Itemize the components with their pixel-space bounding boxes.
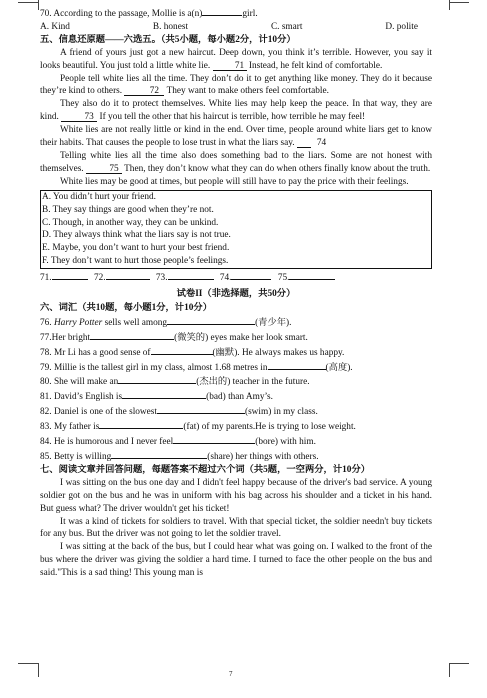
vocab-item-82: 82. Daniel is one of the slowest (swim) in my class. (40, 404, 432, 419)
vocab-item-76: 76. Harry Potter sells well among (青少年). (40, 315, 432, 330)
vocab-item-83: 83. My father is (fat) of my parents.He is trying to lose weight. (40, 419, 432, 434)
answer-box-75[interactable] (289, 270, 335, 280)
option-b: B. They say things are good when they’re not. (42, 204, 214, 215)
option-f: F. They don’t want to hurt those people’s feelings. (42, 256, 229, 267)
crop-mark-bottom-left-h (18, 663, 38, 664)
crop-mark-bottom-right-v (449, 663, 450, 677)
answer-blank[interactable] (90, 330, 174, 340)
option-b[interactable]: B. honest (152, 21, 189, 32)
crop-mark-bottom-left-v (38, 663, 39, 677)
section-6-heading: 六、词汇（共10题，每小题1分，计10分） (40, 302, 212, 313)
answer-blank[interactable] (173, 434, 255, 444)
answer-row: 71. 72. 73. 74. 75. (40, 270, 432, 285)
passage-paragraph: They also do it to protect themselves. White lies may help keep the peace. In that way, they are kind. 73 If you tell the other that his haircut is terrible, how terrible he may feel! (40, 99, 432, 123)
option-e: E. Maybe, you don’t want to hurt your best friend. (42, 243, 230, 254)
question-70-stem: 70. According to the passage, Mollie is a(n) (40, 9, 203, 19)
vocab-item-81: 81. David’s English is (bad) than Amy’s. (40, 389, 432, 404)
vocab-item-79: 79. Millie is the tallest girl in my class, almost 1.68 metres in (高度). (40, 360, 432, 375)
answer-blank-75[interactable]: 75 (86, 164, 122, 174)
vocab-item-78: 78. Mr Li has a good sense of (幽默). He always makes us happy. (40, 345, 432, 360)
question-70-stem-end: girl. (242, 9, 258, 19)
passage-paragraph: People tell white lies all the time. They don’t do it to get anything like money. They do it because they’re kind to others. 72 They want to make others feel comfortable. (40, 73, 432, 97)
reading-paragraph: I was sitting on the bus one day and I didn't feel happy because of the driver's bad service. A young soldier got on the bus and he was in uniform with his bag across his shoulder and a ticket in his hand. But guess what? The driver wouldn't get his ticket! (40, 477, 432, 514)
answer-blank-71[interactable]: 71 (213, 61, 247, 71)
passage-paragraph: White lies may be good at times, but people will still have to pay the price with their feelings. (60, 176, 409, 187)
answer-blank[interactable] (122, 389, 206, 399)
passage-paragraph: A friend of yours just got a new haircut. Deep down, you think it’s terrible. However, you say it looks beautiful. You just told a little white lie. 71 Instead, he felt kind of comfortable. (40, 47, 432, 71)
option-d: D. They always think what the liars say is not true. (42, 230, 231, 241)
option-a[interactable]: A. Kind (40, 21, 70, 32)
vocab-item-80: 80. She will make an (杰出的) teacher in the future. (40, 374, 432, 389)
crop-mark-bottom-right-h (449, 663, 469, 664)
question-70-options (40, 21, 432, 34)
crop-mark-top-right-h (449, 2, 469, 3)
passage-paragraph: White lies are not really little or kind in the end. Over time, people around white liars get to know their habits. That causes the people to lose trust in what the liars say. 74 (40, 125, 432, 149)
answer-blank[interactable] (151, 345, 213, 355)
section-7-heading: 七、阅读文章并回答问题，每题答案不超过六个词（共5题，一空两分，计10分） (40, 464, 371, 475)
answer-blank[interactable] (202, 6, 242, 16)
crop-mark-top-left-h (18, 2, 38, 3)
options-box (40, 190, 432, 269)
question-70 (40, 6, 432, 21)
answer-box-74[interactable] (231, 270, 271, 280)
vocab-item-77: 77.Her bright (微笑的) eyes make her look smart. (40, 330, 432, 345)
page-number: 7 (229, 670, 233, 678)
crop-mark-top-left-v (38, 0, 39, 10)
answer-blank-73[interactable]: 73 (61, 112, 97, 122)
answer-blank[interactable] (99, 419, 183, 429)
option-d[interactable]: D. polite (385, 21, 418, 32)
reading-paragraph: It was a kind of tickets for soldiers to travel. With that special ticket, the soldier needn't buy tickets for any bus. But the driver was not going to let the soldier travel. (40, 516, 432, 540)
exam-page (40, 6, 432, 580)
passage-paragraph: Telling white lies all the time also does something bad to the liars. Some are not honest with themselves. 75 Then, they don’t know what they can do when others finally know about the truth. (40, 150, 432, 174)
answer-box-72[interactable] (106, 270, 150, 280)
reading-paragraph: I was sitting at the back of the bus, but I could hear what was going on. I walked to the front of the bus where the driver was giving the soldier a hard time. I turned to face the other people on the bus and said."This is a sad thing! This young man is (40, 542, 432, 579)
answer-blank[interactable] (167, 315, 255, 325)
answer-blank[interactable] (268, 360, 326, 370)
option-c[interactable]: C. smart (270, 21, 303, 32)
option-a: A. You didn’t hurt your friend. (42, 191, 156, 202)
answer-box-73[interactable] (168, 270, 214, 280)
vocab-item-84: 84. He is humorous and I never feel (bore) with him. (40, 434, 432, 449)
answer-blank[interactable] (111, 449, 207, 459)
part-2-title: 试卷II（非选择题，共50分） (176, 289, 296, 300)
answer-blank-74[interactable]: 74 (297, 138, 311, 148)
answer-blank[interactable] (118, 374, 196, 384)
vocab-item-85: 85. Betty is willing (share) her things with others. (40, 449, 432, 464)
crop-mark-top-right-v (449, 0, 450, 10)
option-c: C. Though, in another way, they can be unkind. (42, 217, 219, 228)
section-5-heading: 五、信息还原题——六选五。（共5小题，每小题2分，计10分） (40, 34, 296, 45)
answer-blank[interactable] (157, 404, 245, 414)
answer-box-71[interactable] (52, 270, 88, 280)
answer-blank-72[interactable]: 72 (124, 86, 164, 96)
